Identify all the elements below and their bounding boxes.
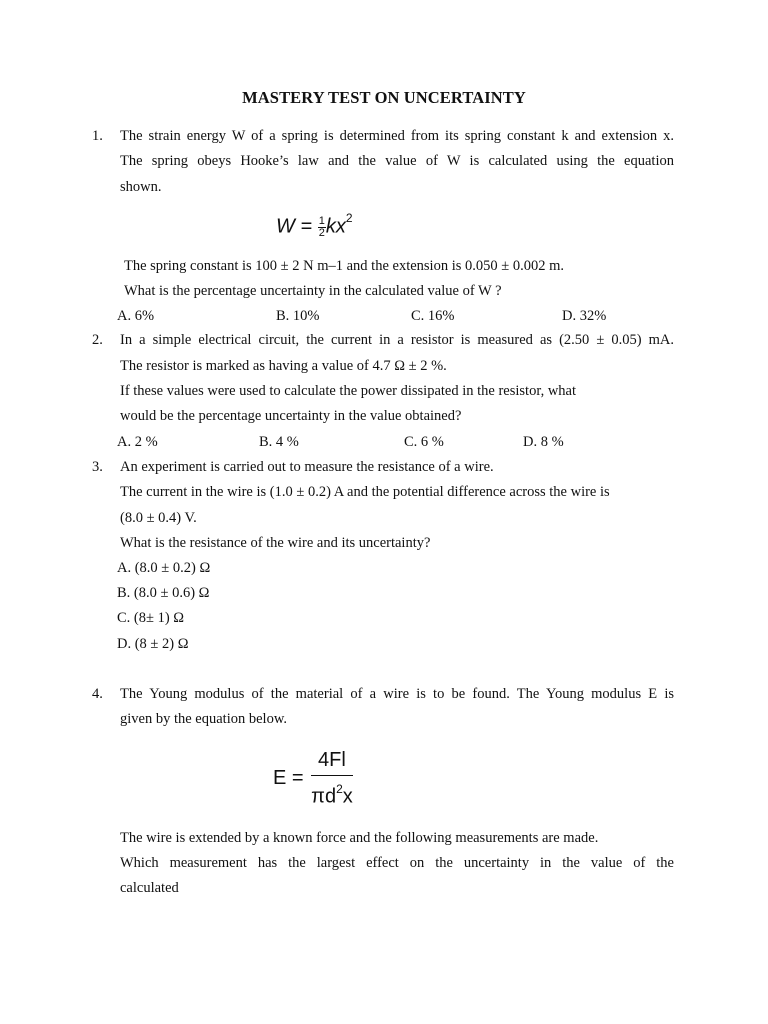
option-a: A. (8.0 ± 0.2) Ω	[117, 560, 211, 576]
question-text-line: If these values were used to calculate the power dissipated in the resistor, what	[120, 383, 577, 399]
option-c: C. 6 %	[404, 434, 444, 450]
fraction-denominator: 2	[318, 226, 325, 239]
question-text-line: The strain energy W of a spring is determined from its spring constant k and extension x.	[120, 128, 674, 144]
equation-exponent: 2	[345, 211, 353, 225]
option-c: C. (8± 1) Ω	[117, 610, 185, 626]
question-text-line: The spring constant is 100 ± 2 N m–1 and the extension is 0.050 ± 0.002 m.	[124, 258, 564, 274]
option-b: B. 4 %	[259, 434, 299, 450]
page-title: MASTERY TEST ON UNCERTAINTY	[242, 88, 526, 107]
equation-rhs: kx	[325, 215, 346, 238]
option-d: D. 8 %	[523, 434, 564, 450]
denominator-exponent: 2	[336, 782, 343, 796]
option-a: A. 6%	[117, 308, 155, 324]
question-text-line: shown.	[120, 179, 162, 195]
question-text-line: The Young modulus of the material of a wire is to be found. The Young modulus E is	[120, 686, 674, 702]
equation-fraction	[311, 748, 353, 809]
question-text-line: would be the percentage uncertainty in the value obtained?	[120, 408, 462, 424]
question-text-line: What is the percentage uncertainty in the calculated value of W ?	[124, 283, 502, 299]
option-d: D. 32%	[562, 308, 607, 324]
question-text-line: The spring obeys Hooke’s law and the value of W is calculated using the equation	[120, 153, 674, 169]
question-text-line: given by the equation below.	[120, 711, 287, 727]
equation-lhs: E =	[273, 767, 304, 790]
option-b: B. 10%	[276, 308, 320, 324]
question-text-line: In a simple electrical circuit, the current in a resistor is measured as (2.50 ± 0.05) mA.	[120, 332, 674, 348]
question-text-line: calculated	[120, 880, 179, 896]
question-number: 2.	[92, 332, 103, 348]
option-d: D. (8 ± 2) Ω	[117, 636, 189, 652]
equation-strain-energy	[276, 206, 353, 242]
fraction-numerator: 4Fl	[311, 748, 353, 776]
question-text-line: The resistor is marked as having a value of 4.7 Ω ± 2 %.	[120, 358, 447, 374]
question-text-line: (8.0 ± 0.4) V.	[120, 510, 197, 526]
fraction-numerator: 1	[318, 214, 325, 227]
equation-young-modulus	[273, 748, 353, 809]
question-text-line: The wire is extended by a known force and the following measurements are made.	[120, 830, 599, 846]
option-a: A. 2 %	[117, 434, 158, 450]
question-number: 4.	[92, 686, 103, 702]
denominator-tail: x	[342, 785, 353, 808]
fraction-denominator	[311, 776, 353, 809]
equation-lhs: W =	[276, 215, 313, 238]
question-text-line: Which measurement has the largest effect on the uncertainty in the value of the	[120, 855, 674, 871]
question-text-line: An experiment is carried out to measure the resistance of a wire.	[120, 459, 494, 475]
question-number: 1.	[92, 128, 103, 144]
denominator-base: πd	[311, 785, 337, 808]
option-c: C. 16%	[411, 308, 455, 324]
question-number: 3.	[92, 459, 103, 475]
equation-fraction	[318, 216, 326, 239]
question-text-line: The current in the wire is (1.0 ± 0.2) A and the potential difference across the wire is	[120, 484, 610, 500]
question-text-line: What is the resistance of the wire and its uncertainty?	[120, 535, 431, 551]
option-b: B. (8.0 ± 0.6) Ω	[117, 585, 210, 601]
